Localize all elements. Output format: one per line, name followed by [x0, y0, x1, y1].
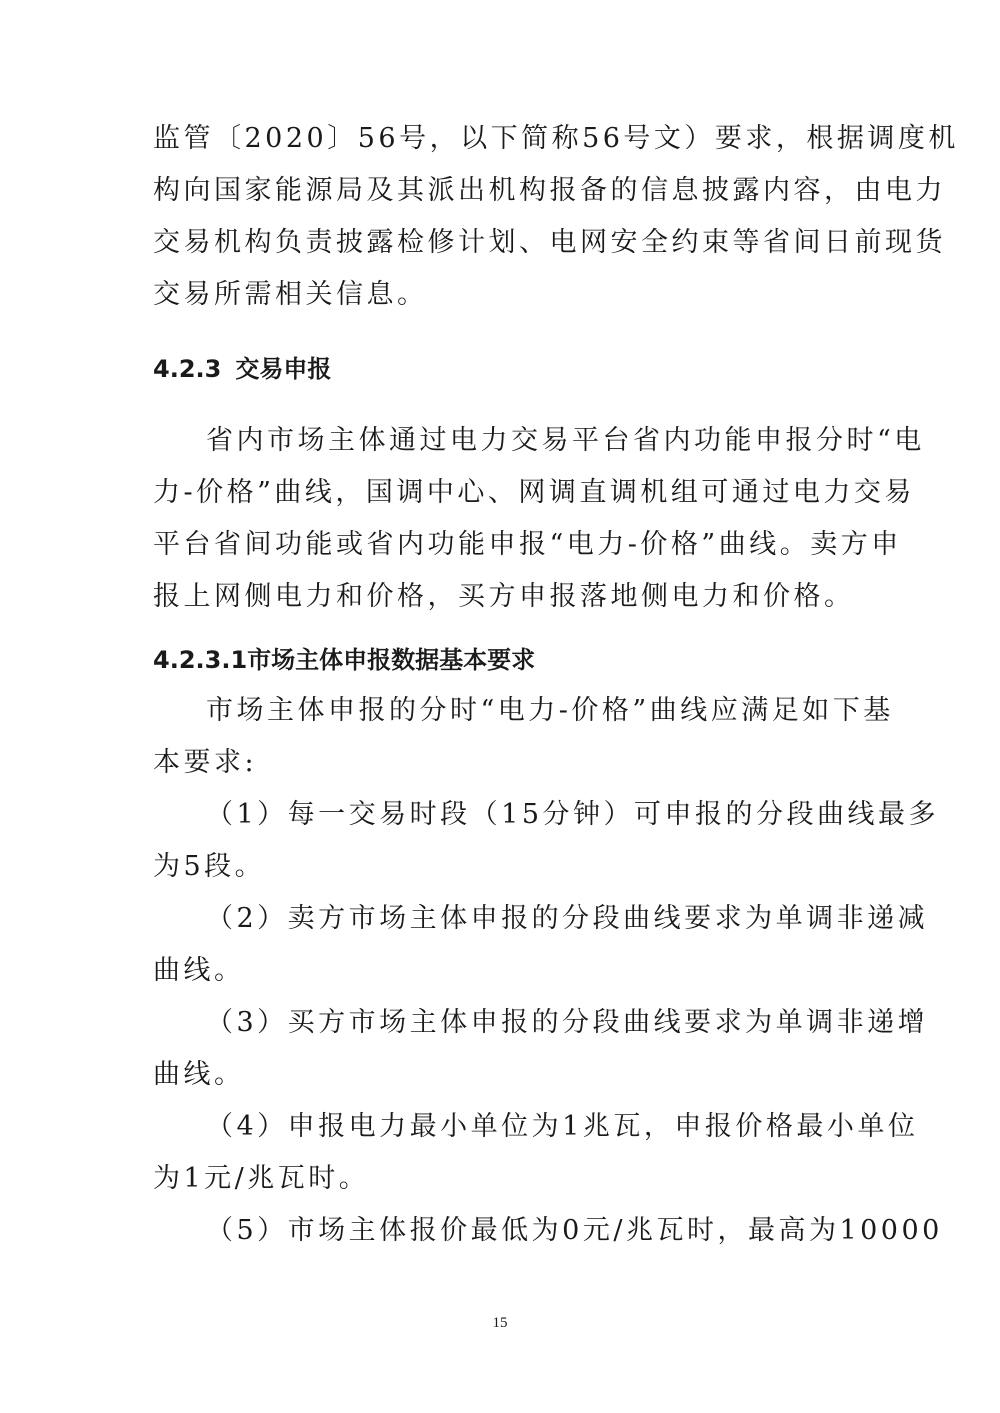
paragraph-1-line-3: 交易机构负责披露检修计划、电网安全约束等省间日前现货	[153, 227, 946, 258]
page-number: 15	[492, 1315, 508, 1331]
section-title: 交易申报	[235, 355, 332, 383]
list-item-4-line-2: 为1元/兆瓦时。	[153, 1163, 370, 1194]
list-item-4-line-1: （4）申报电力最小单位为1兆瓦，申报价格最小单位	[206, 1111, 919, 1142]
subsection-number: 4.2.3.1	[153, 646, 248, 674]
list-item-5-line-1: （5）市场主体报价最低为0元/兆瓦时，最高为10000	[206, 1215, 943, 1246]
paragraph-1-line-2: 构向国家能源局及其派出机构报备的信息披露内容，由电力	[153, 175, 946, 206]
section-heading-4-2-3	[153, 354, 331, 384]
section-number: 4.2.3	[153, 355, 222, 383]
paragraph-1-line-1: 监管〔2020〕56号，以下简称56号文）要求，根据调度机	[153, 123, 959, 154]
list-item-3-line-2: 曲线。	[153, 1059, 245, 1090]
subsection-title: 市场主体申报数据基本要求	[247, 646, 536, 674]
section-heading-4-2-3-1	[153, 645, 535, 675]
list-item-2-line-1: （2）卖方市场主体申报的分段曲线要求为单调非递减	[206, 903, 929, 934]
paragraph-1-line-4: 交易所需相关信息。	[153, 279, 428, 310]
paragraph-2-line-3: 平台省间功能或省内功能申报“电力-价格”曲线。卖方申	[153, 529, 902, 560]
paragraph-2-line-4: 报上网侧电力和价格，买方申报落地侧电力和价格。	[153, 581, 855, 612]
list-item-1-line-2: 为5段。	[153, 851, 266, 882]
list-item-2-line-2: 曲线。	[153, 955, 245, 986]
paragraph-2-line-2: 力-价格”曲线，国调中心、网调直调机组可通过电力交易	[153, 477, 915, 508]
paragraph-3-line-1: 市场主体申报的分时“电力-价格”曲线应满足如下基	[206, 695, 894, 726]
list-item-1-line-1: （1）每一交易时段（15分钟）可申报的分段曲线最多	[206, 799, 940, 830]
paragraph-3-line-2: 本要求:	[153, 747, 258, 778]
list-item-3-line-1: （3）买方市场主体申报的分段曲线要求为单调非递增	[206, 1007, 929, 1038]
paragraph-2-line-1: 省内市场主体通过电力交易平台省内功能申报分时“电	[206, 425, 925, 456]
